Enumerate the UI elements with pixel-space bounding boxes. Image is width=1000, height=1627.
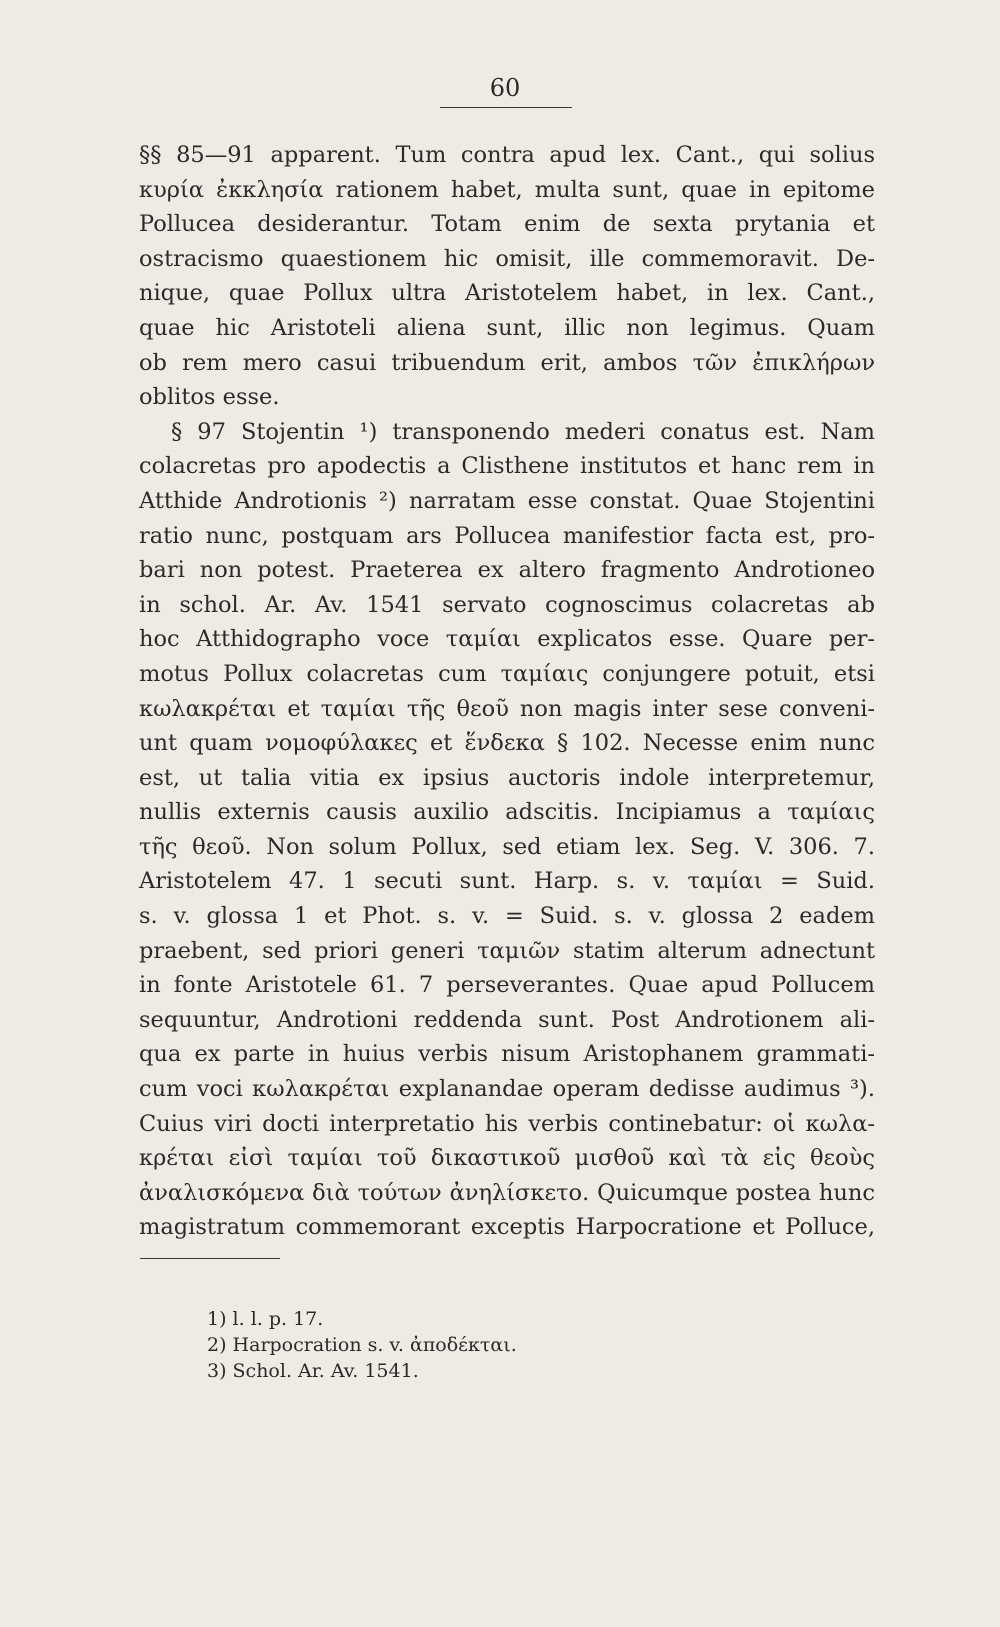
text-line: κωλακρέται et ταμίαι τῆς θεοῦ non magis inter sese conveni- [139,695,875,722]
text-line: magistratum commemorant exceptis Harpocratione et Polluce, [139,1214,875,1241]
text-line: κρέται εἰσὶ ταμίαι τοῦ δικαστικοῦ μισθοῦ καὶ τὰ εἰς θεοὺς [139,1145,875,1172]
text-line: in fonte Aristotele 61. 7 perseverantes. Quae apud Pollucem [139,972,875,999]
text-line: § 97 Stojentin ¹) transponendo mederi conatus est. Nam [171,418,875,445]
header-rule [440,107,572,108]
footnote: 3) Schol. Ar. Av. 1541. [207,1360,419,1382]
footnote-rule [140,1258,280,1259]
text-line: praebent, sed priori generi ταμιῶν statim alterum adnectunt [139,937,875,964]
text-line: s. v. glossa 1 et Phot. s. v. = Suid. s. v. glossa 2 eadem [139,903,875,930]
text-line: oblitos esse. [139,384,280,411]
text-line: hoc Atthidographo voce ταμίαι explicatos esse. Quare per- [139,626,875,653]
text-line: nullis externis causis auxilio adscitis. Incipiamus a ταμίαις [139,799,875,826]
text-line: in schol. Ar. Av. 1541 servato cognoscimus colacretas ab [139,591,875,618]
text-line: Atthide Androtionis ²) narratam esse constat. Quae Stojentini [139,487,875,514]
body-text [139,138,875,1245]
text-line: nique, quae Pollux ultra Aristotelem habet, in lex. Cant., [139,280,875,307]
page-number: 60 [489,74,521,102]
text-line: Pollucea desiderantur. Totam enim de sexta prytania et [139,211,875,238]
text-line: unt quam νομοφύλακες et ἕνδεκα § 102. Necesse enim nunc [139,730,875,757]
text-line: ob rem mero casui tribuendum erit, ambos τῶν ἐπικλήρων [139,349,875,376]
footnote: 1) l. l. p. 17. [207,1308,324,1330]
text-line: §§ 85—91 apparent. Tum contra apud lex. Cant., qui solius [139,142,875,168]
footnote: 2) Harpocration s. v. ἀποδέκται. [207,1334,517,1356]
text-line: Aristotelem 47. 1 secuti sunt. Harp. s. v. ταμίαι = Suid. [139,868,875,895]
text-line: sequuntur, Androtioni reddenda sunt. Post Androtionem ali- [139,1006,875,1033]
text-line: ἀναλισκόμενα διὰ τούτων ἀνηλίσκετο. Quicumque postea hunc [139,1179,875,1206]
text-line: colacretas pro apodectis a Clisthene institutos et hanc rem in [139,453,875,480]
text-line: quae hic Aristoteli aliena sunt, illic non legimus. Quam [139,314,875,341]
text-line: est, ut talia vitia ex ipsius auctoris indole interpretemur, [139,764,875,791]
text-line: bari non potest. Praeterea ex altero fragmento Androtioneo [139,557,875,584]
text-line: ratio nunc, postquam ars Pollucea manifestior facta est, pro- [139,522,875,549]
text-line: Cuius viri docti interpretatio his verbis continebatur: οἱ κωλα- [139,1110,875,1137]
text-line: motus Pollux colacretas cum ταμίαις conjungere potuit, etsi [139,660,875,687]
text-line: ostracismo quaestionem hic omisit, ille commemoravit. De- [139,245,875,272]
text-line: cum voci κωλακρέται explanandae operam dedisse audimus ³). [139,1076,875,1103]
text-line: τῆς θεοῦ. Non solum Pollux, sed etiam lex. Seg. V. 306. 7. [139,833,875,860]
text-line: κυρία ἐκκλησία rationem habet, multa sunt, quae in epitome [139,176,875,203]
footnotes [207,1306,707,1384]
text-line: qua ex parte in huius verbis nisum Aristophanem grammati- [139,1041,875,1068]
